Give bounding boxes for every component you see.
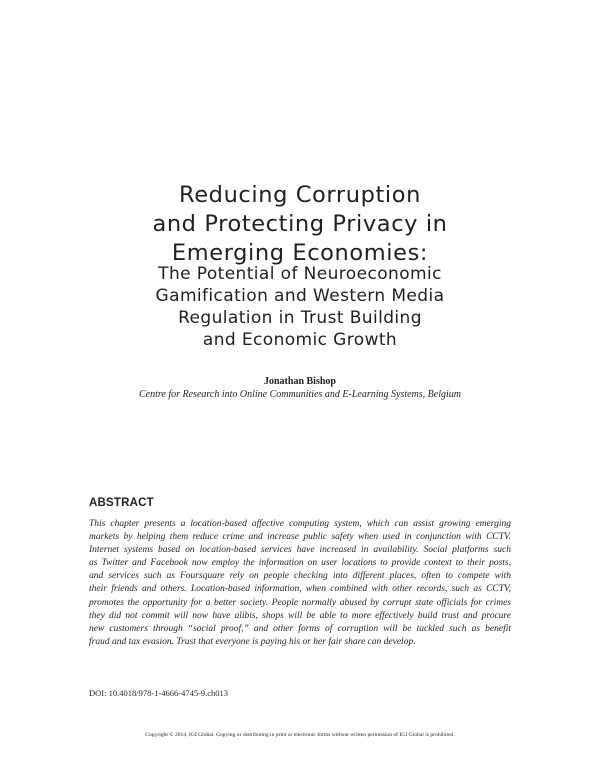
copyright-notice: Copyright © 2014, IGI Global. Copying or distributing in print or electronic forms without written permission of IGI Global is prohibited.	[145, 732, 455, 738]
author-affiliation: Centre for Research into Online Communities and E-Learning Systems, Belgium	[139, 389, 461, 400]
title-line-1: Reducing Corruption	[179, 182, 421, 208]
chapter-subtitle	[60, 263, 540, 351]
abstract-line: and services such as Foursquare rely on people checking into different places, often to compete with	[89, 571, 511, 582]
subtitle-line-3: Regulation in Trust Building	[178, 308, 422, 328]
author-name: Jonathan Bishop	[264, 376, 336, 387]
abstract-line: their friends and others. Location-based information, when combined with other records, such as CCTV,	[89, 584, 511, 595]
abstract-line: markets by helping them reduce crime and increase public safety when used in conjunction with CCTV.	[89, 532, 511, 543]
abstract-line: This chapter presents a location-based affective computing system, which can assist growing emerging	[89, 519, 511, 529]
subtitle-line-4: and Economic Growth	[202, 330, 398, 350]
title-line-3: Emerging Economies:	[171, 240, 429, 266]
subtitle-line-1: The Potential of Neuroeconomic	[158, 264, 442, 284]
abstract-line: they did not commit will now have alibis, shops will be able to more effectively build trust and procure	[89, 610, 511, 621]
title-line-2: and Protecting Privacy in	[152, 211, 448, 237]
abstract-line: new customers through “social proof,” and other forms of corruption will be tackled such as benefit	[89, 623, 511, 634]
abstract-line: fraud and tax evasion. Trust that everyone is paying his or her fair share can develop.	[89, 636, 416, 647]
subtitle-line-2: Gamification and Western Media	[155, 286, 445, 306]
abstract-heading: ABSTRACT	[89, 497, 154, 509]
chapter-title	[60, 181, 540, 268]
abstract-body	[89, 518, 511, 649]
abstract-line: Internet systems based on location-based services have increased in availability. Social platforms such	[89, 545, 511, 556]
abstract-line: promotes the opportunity for a better society. People normally abused by corrupt state officials for crimes	[89, 597, 511, 608]
abstract-line: as Twitter and Facebook now employ the information on user locations to provide context to their posts,	[89, 558, 511, 569]
doi-text: DOI: 10.4018/978-1-4666-4745-9.ch013	[89, 688, 229, 698]
